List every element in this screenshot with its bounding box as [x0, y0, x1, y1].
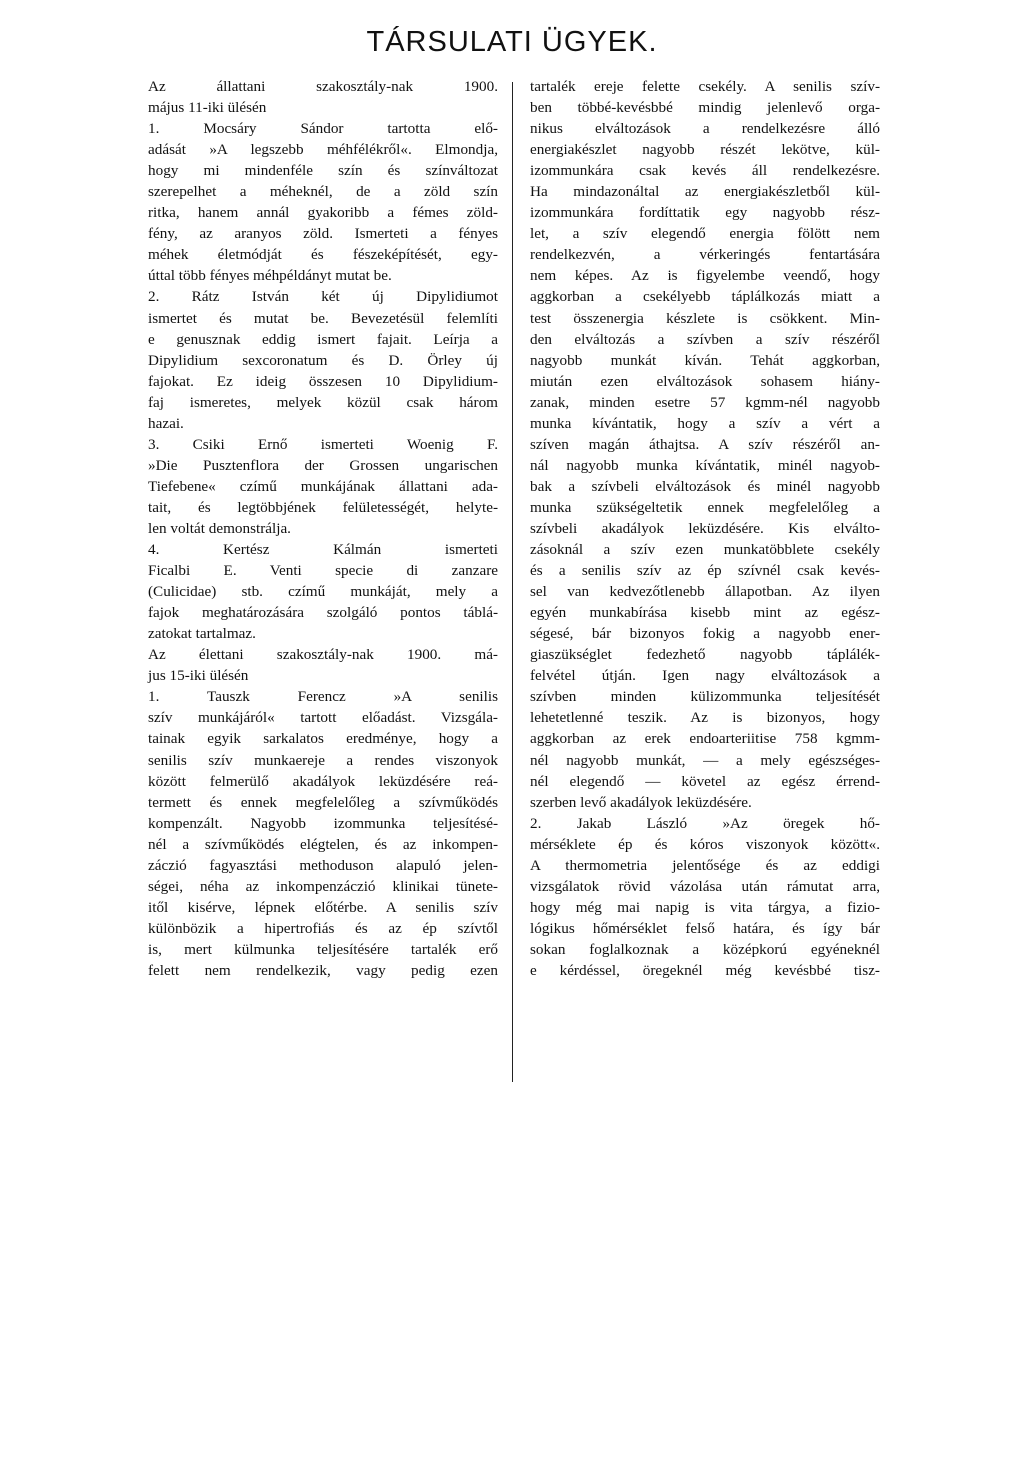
text-line: Ficalbi E. Venti specie di zanzare	[148, 562, 498, 580]
text-line: felett nem rendelkezik, vagy pedig ezen	[148, 961, 498, 979]
text-line: fajok meghatározására szolgáló pontos táblá-	[148, 604, 498, 622]
text-line: szerben levő akadályok leküzdésére.	[530, 793, 752, 811]
text-line: faj ismeretes, melyek közül csak három	[148, 393, 498, 411]
text-line: lógikus hőmérséklet felső határa, és így bár	[530, 919, 880, 937]
text-line: felvétel útján. Igen nagy elváltozások a	[530, 667, 880, 685]
left-text-column	[148, 76, 498, 981]
text-line: sokan foglalkoznak a középkorú egyéneknél	[530, 940, 880, 958]
text-line: hazai.	[148, 414, 184, 432]
right-text-column	[530, 76, 880, 981]
text-line: e genusznak eddig ismert fajait. Leírja a	[148, 330, 498, 348]
text-line: záczió fagyasztási methoduson alapuló jelen-	[148, 856, 498, 874]
text-line: termett és ennek megfelelőleg a szívműködés	[148, 793, 498, 811]
text-line: és a senilis szív az ép szívnél csak kevés-	[530, 562, 880, 580]
text-line: 1. Tauszk Ferencz »A senilis	[148, 688, 498, 706]
text-line: szívbeli akadályok leküzdésére. Kis elválto-	[530, 519, 880, 537]
text-line: között felmerülő akadályok leküzdésére reá-	[148, 772, 498, 790]
text-line: 2. Jakab László »Az öregek hő-	[530, 814, 880, 832]
text-line: lehetetlenné teszik. Az is bizonyos, hogy	[530, 709, 880, 727]
text-line: nél elegendő — követel az egész érrend-	[530, 772, 880, 790]
text-line: itől kisérve, lépnek előtérbe. A senilis szív	[148, 898, 498, 916]
text-line: den elváltozás a szívben a szív részéről	[530, 330, 880, 348]
text-line: zásoknál a szív ezen munkatöbblete csekély	[530, 541, 880, 559]
text-line: nél nagyobb munkát, — a mely egészséges-	[530, 751, 880, 769]
text-line: jus 15-iki ülésén	[148, 667, 249, 685]
text-line: zatokat tartalmaz.	[148, 625, 256, 643]
text-line: ismertet és mutat be. Bevezetésül felemlíti	[148, 309, 498, 327]
text-line: nél a szívműködés elégtelen, és az inkompen-	[148, 835, 498, 853]
text-line: május 11-iki ülésén	[148, 99, 267, 117]
text-line: szív munkájáról« tartott előadást. Vizsgála-	[148, 709, 498, 727]
text-line: különbözik a hipertrofiás és az ép szívtől	[148, 919, 498, 937]
text-line: Az élettani szakosztály-nak 1900. má-	[148, 646, 498, 664]
text-line: tait, és legtöbbjének felületességét, helyte-	[148, 498, 498, 516]
text-line: Tiefebene« czímű munkájának állattani ada-	[148, 477, 498, 495]
text-line: e kérdéssel, öregeknél még kevésbbé tisz-	[530, 961, 880, 979]
text-line: szíven magán áthajtsa. A szív részéről an-	[530, 435, 880, 453]
text-line: A thermometria jelentősége és az eddigi	[530, 856, 880, 874]
text-line: sel van kedvezőtlenebb állapotban. Az ilyen	[530, 583, 880, 601]
text-line: Dipylidium sexcoronatum és D. Örley új	[148, 351, 498, 369]
text-line: bak a szívbeli elváltozások és minél nagyobb	[530, 477, 880, 495]
text-line: miután ezen elváltozások sohasem hiány-	[530, 372, 880, 390]
text-line: adását »A legszebb méhfélékről«. Elmondja,	[148, 141, 498, 159]
text-line: senilis szív munkaereje a rendes viszonyok	[148, 751, 498, 769]
text-line: len voltát demonstrálja.	[148, 519, 291, 537]
text-line: hogy mi mindenféle szín és színváltozat	[148, 162, 498, 180]
text-line: tainak egyik sarkalatos eredménye, hogy a	[148, 730, 498, 748]
text-line: ben többé-kevésbbé mindig jelenlevő orga-	[530, 99, 880, 117]
text-line: munka kívántatik, hogy a szív a vért a	[530, 414, 880, 432]
text-line: fajokat. Ez ideig összesen 10 Dipylidium-	[148, 372, 498, 390]
column-divider	[512, 82, 513, 1082]
text-line: vizsgálatok rövid vázolása után rámutat arra,	[530, 877, 880, 895]
text-line: (Culicidae) stb. czímű munkáját, mely a	[148, 583, 498, 601]
text-line: mérséklete ép és kóros viszonyok között«.	[530, 835, 880, 853]
text-line: nagyobb munkát kíván. Tehát aggkorban,	[530, 351, 880, 369]
text-line: munka szükségeltetik ennek megfelelőleg a	[530, 498, 880, 516]
text-line: aggkorban a csekélyebb táplálkozás miatt a	[530, 288, 880, 306]
text-line: Ha mindazonáltal az energiakészletből kül-	[530, 183, 880, 201]
text-line: 2. Rátz István két új Dipylidiumot	[148, 288, 498, 306]
text-line: 1. Mocsáry Sándor tartotta elő-	[148, 120, 498, 138]
text-line: 3. Csiki Ernő ismerteti Woenig F.	[148, 435, 498, 453]
text-line: nál nagyobb munka kívántatik, minél nagyob-	[530, 456, 880, 474]
text-line: rendelkezvén, a vérkeringés fentartására	[530, 246, 880, 264]
text-line: egyén munkabírása kisebb mint az egész-	[530, 604, 880, 622]
text-line: hogy még mai napig is vita tárgya, a fizio-	[530, 898, 880, 916]
text-line: test összenergia készlete is csökkent. Min-	[530, 309, 880, 327]
text-line: »Die Pusztenflora der Grossen ungarischen	[148, 456, 498, 474]
text-line: ségesé, bár bizonyos fokig a nagyobb ener-	[530, 625, 880, 643]
text-line: fény, az aranyos zöld. Ismerteti a fényes	[148, 225, 498, 243]
text-line: szívben minden külizommunka teljesítését	[530, 688, 880, 706]
text-line: szerepelhet a méheknél, de a zöld szín	[148, 183, 498, 201]
text-line: zanak, minden esetre 57 kgmm-nél nagyobb	[530, 393, 880, 411]
text-line: nem képes. Az is figyelembe veendő, hogy	[530, 267, 880, 285]
text-line: 4. Kertész Kálmán ismerteti	[148, 541, 498, 559]
text-line: nikus elváltozások a rendelkezésre álló	[530, 120, 880, 138]
text-line: aggkorban az erek endoarteriitise 758 kgmm-	[530, 730, 880, 748]
text-line: giaszükséglet fedezhető nagyobb táplálék-	[530, 646, 880, 664]
text-line: méhek életmódját és fészeképítését, egy-	[148, 246, 498, 264]
page-title: TÁRSULATI ÜGYEK.	[366, 26, 658, 58]
text-line: izommunkára csak kevés áll rendelkezésre.	[530, 162, 880, 180]
text-line: úttal több fényes méhpéldányt mutat be.	[148, 267, 392, 285]
text-line: izommunkára fordíttatik egy nagyobb rész-	[530, 204, 880, 222]
text-line: tartalék ereje felette csekély. A senilis szív-	[530, 78, 880, 95]
text-line: energiakészlet nagyobb részét lekötve, kül-	[530, 141, 880, 159]
text-line: kompenzált. Nagyobb izommunka teljesítésé-	[148, 814, 498, 832]
text-line: ségei, néha az inkompenzáczió klinikai tünete-	[148, 877, 498, 895]
text-line: is, mert külmunka teljesítésére tartalék erő	[148, 940, 498, 958]
text-line: ritka, hanem annál gyakoribb a fémes zöld-	[148, 204, 498, 222]
text-line: let, a szív elegendő energia fölött nem	[530, 225, 880, 243]
text-line: Az állattani szakosztály-nak 1900.	[148, 78, 498, 95]
